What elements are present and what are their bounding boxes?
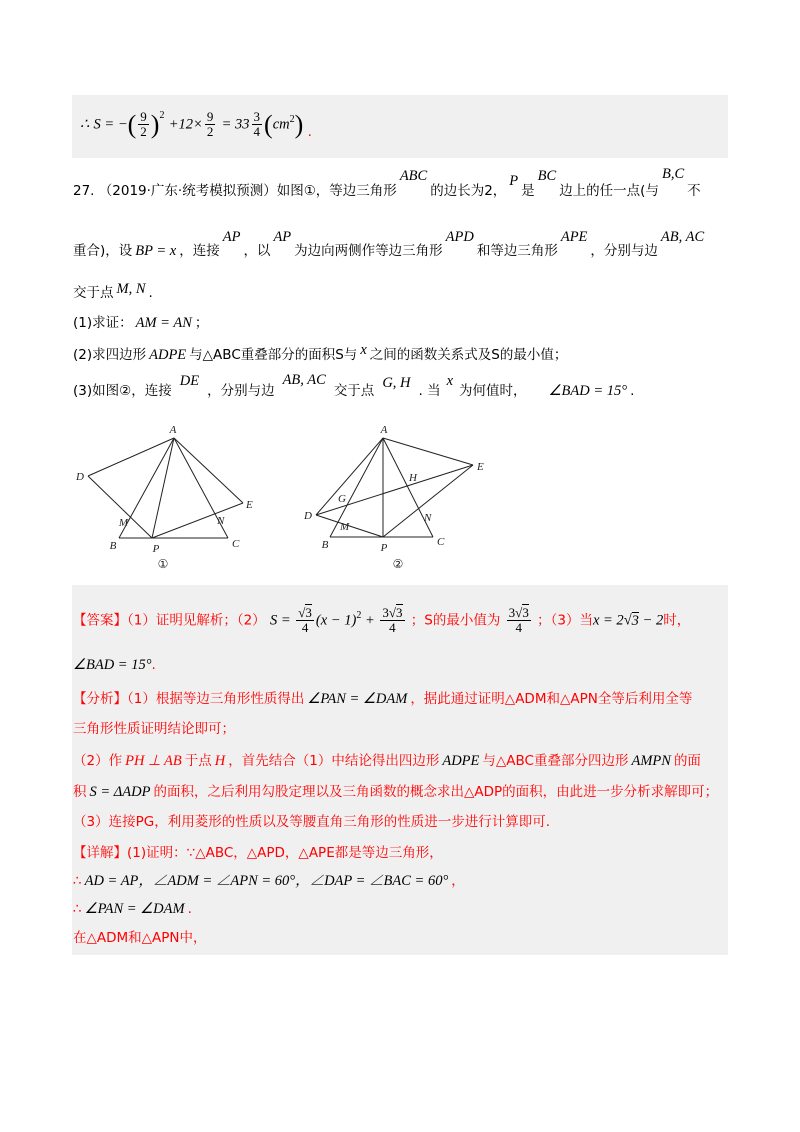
analysis-text-area-end: 积 [73, 784, 87, 800]
fig1-label-m: M [118, 517, 128, 529]
numerator [380, 606, 404, 620]
answer-min-text: ；S的最小值为 [410, 612, 501, 629]
right-paren: ) [150, 109, 160, 139]
fig1-label-c: C [232, 538, 240, 550]
unit-right-paren: ) [294, 109, 304, 139]
exponent: 2 [159, 109, 165, 121]
math-abc: ABC [399, 168, 428, 184]
therefore-symbol: ∴ [73, 901, 82, 917]
answer-line-1 [73, 606, 690, 635]
text-intersect-at: 交于点 [73, 285, 114, 301]
math-ampn: AMPN [631, 753, 671, 769]
fig1-segment-pe [152, 503, 243, 538]
math-angle-pan-dam: ∠PAN = ∠DAM [84, 901, 185, 917]
analysis-text-pythagoras: 的面积，之后利用勾股定理以及三角函数的概念求出△ADP的面积，由此进一步分析求解即可； [153, 784, 719, 800]
math-bc: BC [537, 168, 557, 184]
answer-s-eq: S = [269, 612, 295, 629]
numerator [296, 606, 314, 620]
problem-header-text: 27. （2019·广东·统考模拟预测）如图①，等边三角形 [73, 183, 397, 199]
fig2-label-p: P [380, 542, 388, 554]
text-side-length: 的边长为2， [430, 183, 507, 199]
text-not: 不 [687, 183, 701, 199]
analysis-text-conclusion: 三角形性质证明结论即可； [73, 721, 235, 737]
math-am-eq-an: AM = AN [135, 315, 192, 331]
radicand: 3 [396, 605, 403, 620]
fig2-segment-de [316, 465, 473, 515]
analysis-line-5 [73, 812, 550, 832]
analysis-part2-lead: （2）作 [73, 753, 123, 769]
q3-text-when: . 当 [418, 383, 441, 399]
coefficient: 3 [508, 605, 516, 620]
unit-cm: cm [272, 116, 290, 133]
math-s-eq-adp: S = ΔADP [89, 784, 151, 800]
math-bp-eq-x: BP = x [135, 243, 177, 259]
fig2-label-m: M [340, 521, 350, 533]
text-connect: ，连接 [179, 243, 220, 259]
formula-period: . [307, 123, 312, 140]
analysis-lead: 【分析】（1）根据等边三角形性质得出 [73, 691, 305, 707]
s-equals-minus: S = − [93, 116, 128, 133]
fraction-min-value [507, 606, 531, 635]
x-equals: x = 2 [592, 612, 624, 629]
fig1-caption: ① [157, 557, 169, 571]
previous-solution-formula [80, 110, 312, 139]
fig2-label-b: B [321, 539, 329, 551]
detail-period: . [187, 901, 192, 917]
math-apd: APD [445, 229, 474, 245]
math-ab-ac: AB, AC [660, 229, 705, 245]
figure-2 [300, 420, 500, 580]
question-1 [73, 313, 208, 333]
math-b-c: B,C [661, 166, 685, 182]
math-ap-2: AP [273, 229, 292, 245]
fig2-segment-dp [316, 515, 383, 537]
problem-27-line-1 [73, 166, 701, 201]
unit-left-paren: ( [264, 109, 273, 139]
denominator: 2 [206, 124, 214, 139]
sqrt-sign: √ [388, 605, 396, 620]
q3-prompt: (3)如图②，连接 [73, 383, 172, 399]
text-and-triangle: 和等边三角形 [476, 243, 558, 259]
problem-27-line-2 [73, 229, 707, 261]
math-ab-ac: AB, AC [282, 372, 326, 388]
fig2-segment-ae [383, 438, 473, 465]
question-3 [73, 372, 635, 401]
numerator [507, 606, 531, 620]
q3-period: . [630, 383, 635, 399]
q3-text-value: 为何值时， [459, 383, 527, 399]
therefore-symbol: ∴ [80, 116, 90, 133]
math-ape: APE [560, 229, 588, 245]
text-period: . [148, 285, 153, 301]
detail-line-2 [73, 871, 465, 891]
denominator: 4 [253, 124, 261, 139]
math-adpe: ADPE [149, 347, 187, 363]
text-is: 是 [521, 183, 535, 199]
detail-line-1 [73, 843, 443, 863]
fig2-label-c: C [437, 536, 445, 548]
coefficient: 3 [382, 605, 389, 620]
detail-in-triangles: 在△ADM和△APN中， [73, 930, 207, 946]
analysis-text-overlap: 与△ABC重叠部分四边形 [482, 753, 629, 769]
analysis-part3: （3）连接PG，利用菱形的性质以及等腰直角三角形的性质进一步进行计算即可. [73, 814, 550, 830]
plus-twelve-times: +12× [168, 116, 203, 133]
math-x: x [360, 342, 367, 358]
text-construct-triangles: 为边向两侧作等边三角形 [294, 243, 443, 259]
fig2-label-e: E [477, 461, 484, 473]
math-x: x [446, 373, 454, 389]
numerator: 9 [206, 109, 214, 124]
left-paren: ( [127, 109, 137, 139]
answer-tail: 时， [663, 612, 691, 629]
fraction-3root3-over-4 [380, 606, 404, 635]
detail-line-4 [73, 928, 207, 948]
paren-term: (x − 1) [315, 612, 357, 629]
analysis-text-congruent: ，据此通过证明△ADM和△APN全等后利用全等 [410, 691, 693, 707]
analysis-text-combine: ，首先结合（1）中结论得出四边形 [228, 753, 440, 769]
equals-whole-part: = 33 [221, 116, 250, 133]
fig1-label-d: D [76, 471, 84, 483]
q2-text-function: 之间的函数关系式及S的最小值； [369, 347, 568, 363]
denominator: 4 [296, 620, 314, 635]
math-angle-pan-dam: ∠PAN = ∠DAM [307, 691, 408, 707]
math-de: DE [179, 373, 200, 389]
q1-prompt: (1)求证： [73, 315, 133, 331]
sqrt-sign: √ [515, 605, 523, 620]
fraction-three-quarters [252, 110, 263, 139]
fig1-segment-ad [88, 438, 174, 476]
radicand: 3 [631, 612, 639, 629]
math-angle-bad: ∠BAD = 15° [548, 383, 628, 399]
math-m-n: M, N [116, 281, 146, 297]
q3-text-intersect: 交于点 [333, 383, 375, 399]
analysis-line-1 [73, 689, 692, 709]
q2-text-overlap: 与△ABC重叠部分的面积S与 [189, 347, 358, 363]
sqrt-sign: √ [623, 612, 632, 629]
math-ph-perp-ab: PH ⊥ AB [125, 753, 182, 769]
math-p: P [509, 173, 519, 189]
exponent: 2 [356, 609, 362, 621]
answer-lead: 【答案】（1）证明见解析；（2） [73, 612, 266, 629]
text-any-point: 边上的任一点(与 [559, 183, 659, 199]
fraction-nine-halves [138, 110, 149, 139]
math-equal-sides-angles: AD = AP，∠ADM = ∠APN = 60°，∠DAP = ∠BAC = 60° [84, 873, 449, 889]
analysis-line-3 [73, 751, 701, 771]
text-coincide: 重合)，设 [73, 243, 133, 259]
numerator: 3 [253, 109, 261, 124]
fig2-label-h: H [409, 472, 417, 484]
q2-prompt: (2)求四边形 [73, 347, 147, 363]
fig1-label-b: B [109, 540, 117, 552]
fig1-label-a: A [169, 424, 177, 436]
sqrt-sign: √ [298, 605, 306, 620]
analysis-line-4 [73, 782, 718, 802]
detail-lead: 【详解】(1)证明：∵△ABC，△APD，△APE都是等边三角形， [73, 845, 443, 861]
fig2-label-d: D [304, 510, 312, 522]
figure-1 [70, 420, 270, 580]
analysis-text-area-start: 的面 [673, 753, 701, 769]
text-with-sides: ，分别与边 [590, 243, 658, 259]
fig2-label-a: A [380, 424, 388, 436]
math-h: H [214, 753, 226, 769]
answer-part3: ；（3）当 [537, 612, 593, 629]
denominator: 2 [140, 124, 147, 139]
radicand: 3 [522, 605, 529, 620]
unit-exponent: 2 [289, 113, 295, 125]
fraction-root3-over-4 [296, 606, 314, 635]
detail-comma: ， [451, 873, 465, 889]
x-tail: − 2 [638, 612, 664, 629]
math-g-h: G, H [382, 375, 411, 391]
text-with: ，以 [243, 243, 271, 259]
question-2 [73, 342, 568, 365]
denominator: 4 [507, 620, 531, 635]
problem-27-line-3 [73, 283, 153, 303]
math-adpe: ADPE [442, 753, 480, 769]
radicand: 3 [305, 605, 312, 620]
math-ap: AP [222, 229, 241, 245]
fig1-label-n: N [217, 515, 225, 527]
answer-period: . [151, 657, 156, 673]
fig1-segment-ap [152, 438, 174, 538]
fig2-label-n: N [424, 512, 432, 524]
q3-text-sides: ，分别与边 [207, 383, 275, 399]
answer-line-2 [73, 655, 156, 675]
math-angle-bad: ∠BAD = 15° [73, 657, 152, 673]
fig2-caption: ② [392, 557, 404, 571]
fig2-label-g: G [338, 493, 346, 505]
therefore-symbol: ∴ [73, 873, 82, 889]
denominator: 4 [380, 620, 404, 635]
fraction-nine-halves-2 [205, 110, 216, 139]
fig1-segment-ae [174, 438, 243, 503]
analysis-line-2 [73, 719, 235, 739]
detail-line-3 [73, 899, 192, 919]
q1-semicolon: ； [194, 315, 209, 331]
fig2-segment-ad [316, 438, 383, 515]
numerator: 9 [140, 109, 147, 124]
fig1-label-e: E [246, 499, 253, 511]
analysis-text-at-point: 于点 [184, 753, 212, 769]
plus-sign: + [361, 612, 379, 629]
fig1-label-p: P [152, 543, 160, 555]
